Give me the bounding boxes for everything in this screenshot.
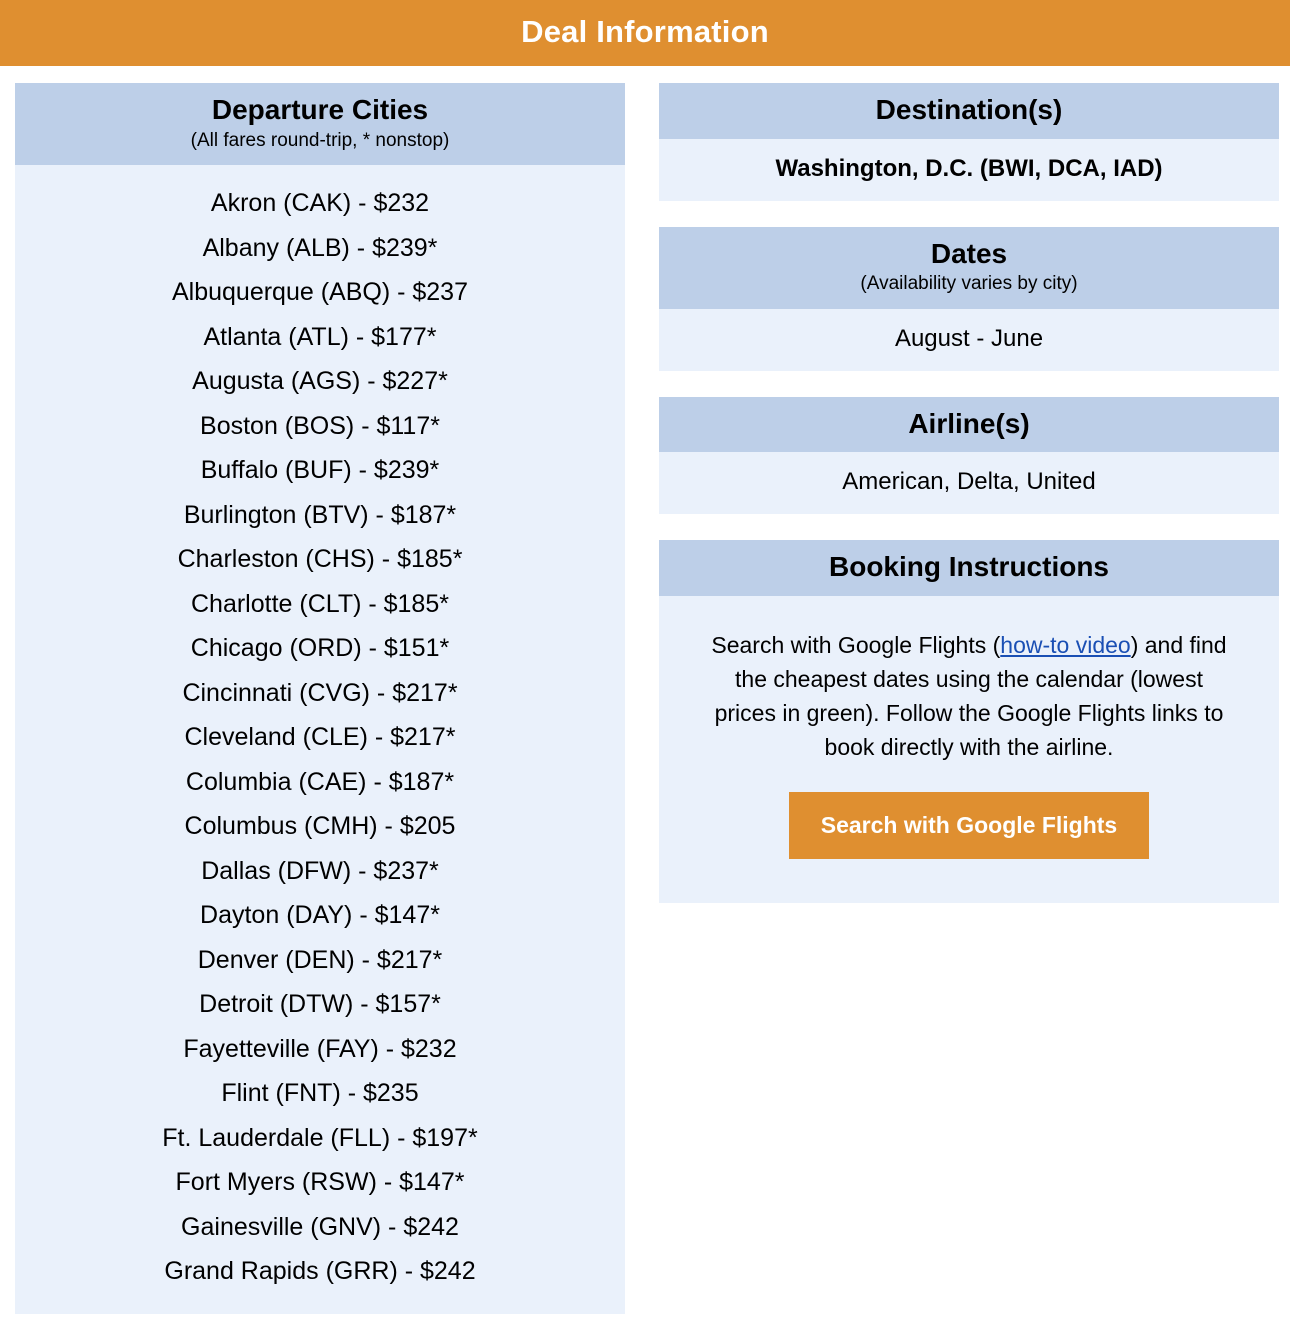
airlines-panel [659, 397, 1279, 515]
dates-value: August - June [894, 324, 1044, 352]
dates-body [659, 309, 1279, 371]
booking-instructions-text [669, 612, 1269, 770]
list-item: Flint (FNT) - $235 [221, 1079, 419, 1108]
list-item: Dallas (DFW) - $237* [201, 856, 439, 885]
dates-subtitle: (Availability varies by city) [860, 273, 1078, 295]
dates-panel [659, 227, 1279, 371]
booking-instructions-panel [659, 540, 1279, 903]
list-item: Fayetteville (FAY) - $232 [183, 1034, 457, 1063]
departure-cities-header [15, 83, 625, 165]
list-item: Augusta (AGS) - $227* [192, 367, 448, 396]
list-item: Gainesville (GNV) - $242 [181, 1212, 459, 1241]
list-item: Atlanta (ATL) - $177* [203, 322, 437, 351]
booking-instructions-title: Booking Instructions [829, 551, 1109, 583]
search-with-google-flights-button[interactable]: Search with Google Flights [789, 792, 1149, 859]
booking-text-before-link: Search with Google Flights ( [711, 632, 1001, 659]
destination-body [659, 139, 1279, 201]
list-item: Chicago (ORD) - $151* [190, 634, 450, 663]
list-item: Charlotte (CLT) - $185* [191, 589, 449, 618]
content-area [0, 83, 1290, 1314]
how-to-video-link[interactable]: how-to video [1000, 632, 1131, 659]
list-item: Denver (DEN) - $217* [197, 945, 443, 974]
cta-container [669, 770, 1269, 885]
destination-value: Washington, D.C. (BWI, DCA, IAD) [775, 154, 1163, 182]
departure-cities-subtitle: (All fares round-trip, * nonstop) [190, 129, 450, 151]
dates-title: Dates [930, 237, 1008, 269]
destination-title: Destination(s) [875, 94, 1063, 125]
list-item: Cincinnati (CVG) - $217* [182, 678, 458, 707]
departure-cities-list [15, 165, 625, 1314]
spacer [659, 201, 1279, 227]
destination-header [659, 83, 1279, 139]
list-item: Fort Myers (RSW) - $147* [175, 1168, 465, 1197]
dates-header [659, 227, 1279, 309]
list-item: Buffalo (BUF) - $239* [200, 456, 440, 485]
list-item: Ft. Lauderdale (FLL) - $197* [162, 1123, 478, 1152]
list-item: Albuquerque (ABQ) - $237 [171, 278, 468, 307]
airlines-value: American, Delta, United [842, 468, 1096, 496]
list-item: Detroit (DTW) - $157* [199, 990, 441, 1019]
list-item: Boston (BOS) - $117* [200, 411, 440, 440]
list-item: Columbia (CAE) - $187* [185, 767, 455, 796]
deal-details-column [659, 83, 1279, 903]
booking-instructions-header [659, 540, 1279, 596]
list-item: Burlington (BTV) - $187* [183, 500, 457, 529]
list-item: Columbus (CMH) - $205 [184, 812, 456, 841]
list-item: Cleveland (CLE) - $217* [184, 723, 456, 752]
departure-cities-panel [15, 83, 625, 1314]
list-item: Akron (CAK) - $232 [210, 189, 430, 218]
booking-instructions-body [659, 596, 1279, 903]
list-item: Dayton (DAY) - $147* [200, 901, 440, 930]
list-item: Grand Rapids (GRR) - $242 [164, 1257, 476, 1286]
departure-cities-title: Departure Cities [211, 94, 429, 125]
booking-text-after-link: ) and find the cheapest dates using the calendar (lowest prices in green). Follow the Google Flights links to book directly with the airline. [714, 632, 1227, 761]
page-title: Deal Information [0, 0, 1290, 66]
airlines-body [659, 452, 1279, 514]
list-item: Albany (ALB) - $239* [202, 233, 438, 262]
spacer [659, 371, 1279, 397]
spacer [659, 514, 1279, 540]
airlines-header [659, 397, 1279, 453]
airlines-title: Airline(s) [908, 407, 1030, 439]
list-item: Charleston (CHS) - $185* [177, 545, 463, 574]
destination-panel [659, 83, 1279, 201]
